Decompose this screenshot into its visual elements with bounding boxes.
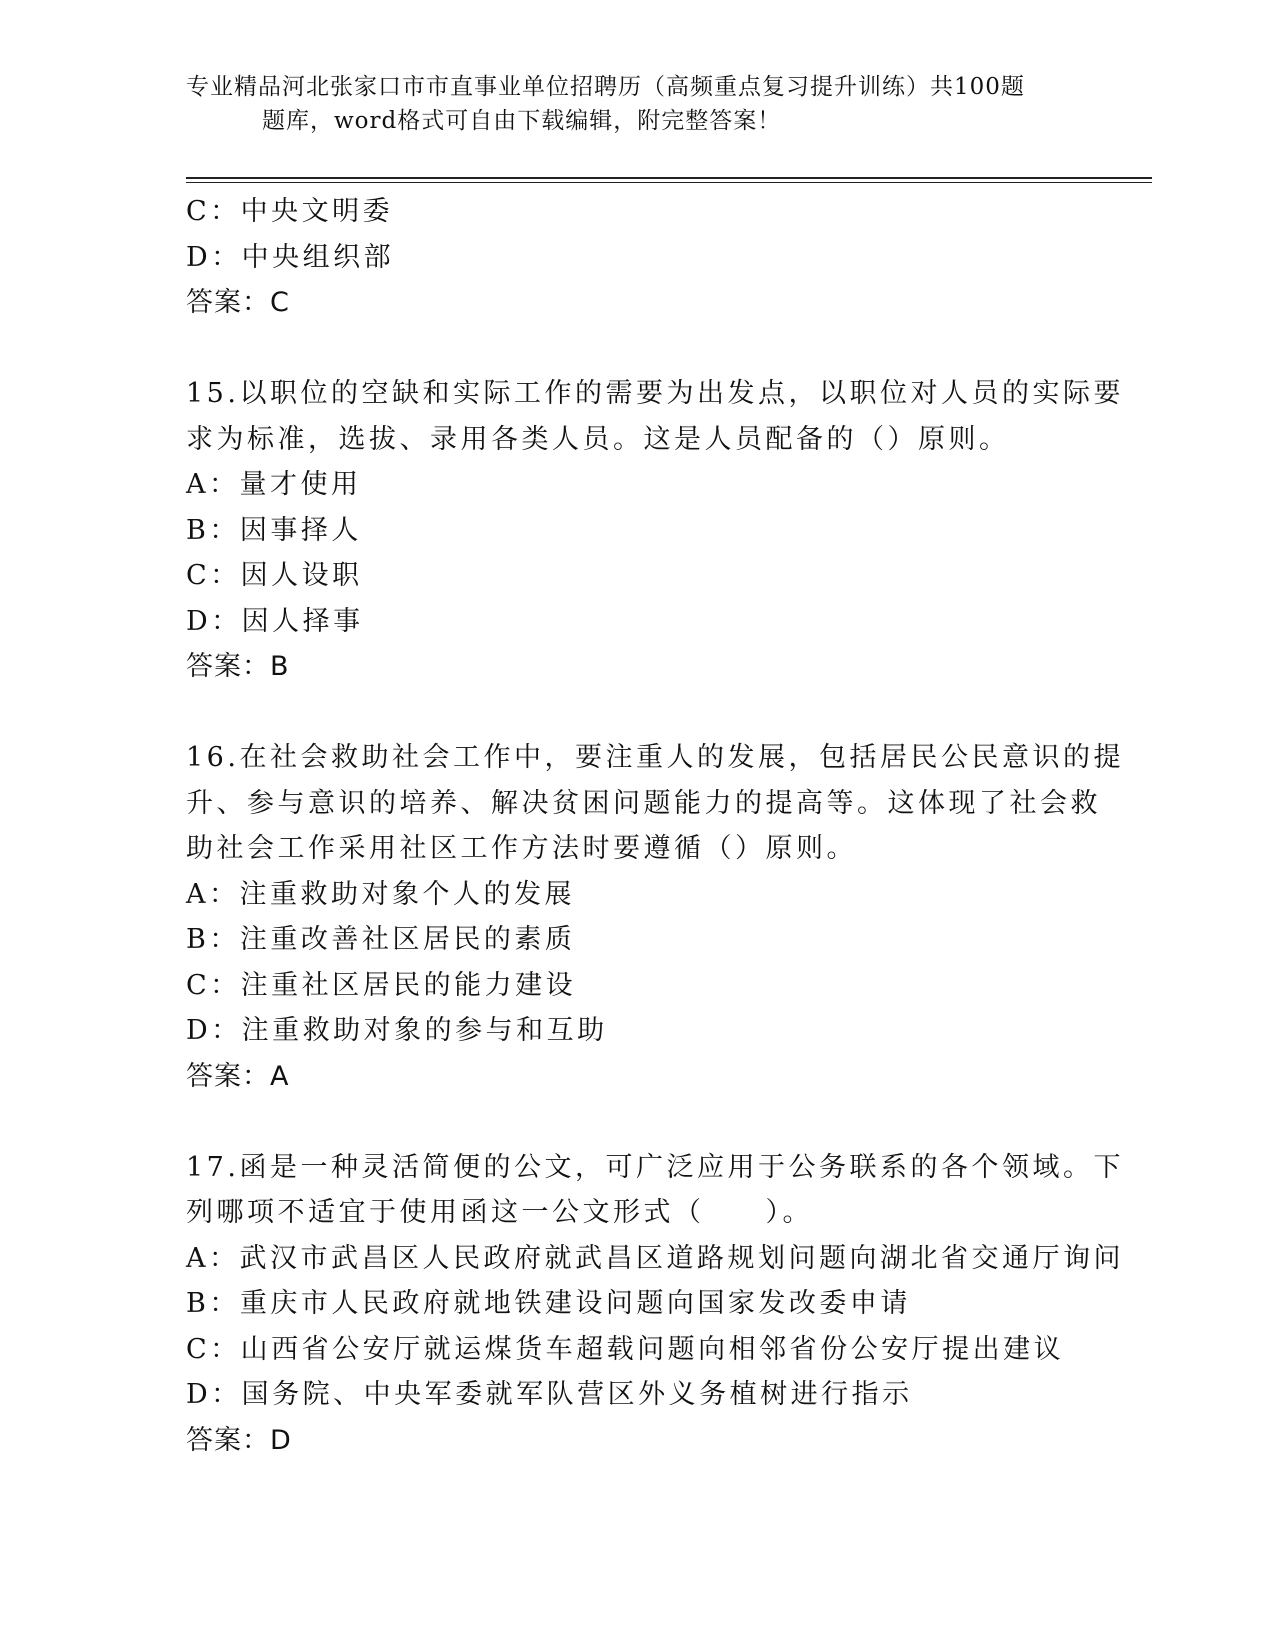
option-d: D：中央组织部: [186, 241, 395, 273]
option-c: C：中央文明委: [186, 196, 394, 227]
option-a: A：注重救助对象个人的发展: [186, 878, 575, 910]
question-16: [186, 735, 1124, 1099]
question-stem-line: 求为标准，选拔、录用各类人员。这是人员配备的（）原则。: [186, 423, 1010, 455]
question-17: [186, 1145, 1124, 1464]
option-c: C：因人设职: [186, 560, 363, 591]
option-b: B：重庆市人民政府就地铁建设问题向国家发改委申请: [186, 1288, 911, 1319]
option-c: C：注重社区居民的能力建设: [186, 969, 577, 1001]
header-divider-thin: [186, 182, 1152, 183]
question-stem-line: 15.以职位的空缺和实际工作的需要为出发点，以职位对人员的实际要: [186, 378, 1124, 409]
question-stem-line: 列哪项不适宜于使用函这一公文形式（ ）。: [186, 1197, 813, 1228]
question-stem-line: 17.函是一种灵活简便的公文，可广泛应用于公务联系的各个领域。下: [186, 1151, 1124, 1183]
answer-label: 答案：A: [186, 1060, 290, 1092]
option-b: B：注重改善社区居民的素质: [186, 924, 576, 955]
question-stem-line: 升、参与意识的培养、解决贫困问题能力的提高等。这体现了社会救: [186, 787, 1101, 819]
option-d: D：因人择事: [186, 605, 364, 637]
question-15: [186, 371, 1124, 690]
option-a: A：量才使用: [186, 469, 362, 500]
question-stem-line: 助社会工作采用社区工作方法时要遵循（）原则。: [186, 833, 857, 864]
spacer: [186, 1099, 1086, 1145]
option-b: B：因事择人: [186, 514, 362, 546]
question-stem-line: 16.在社会救助社会工作中，要注重人的发展，包括居民公民意识的提: [186, 742, 1124, 773]
option-d: D：注重救助对象的参与和互助: [186, 1015, 608, 1046]
document-header: [186, 70, 1066, 138]
question-continued: [186, 189, 1086, 326]
header-line-1: 专业精品河北张家口市市直事业单位招聘历（高频重点复习提升训练）共100题: [186, 74, 1025, 100]
answer-label: 答案：D: [186, 1424, 292, 1456]
header-line-2: 题库，word格式可自由下载编辑，附完整答案！: [262, 108, 782, 134]
question-list: [186, 189, 1124, 1463]
answer-label: 答案：B: [186, 651, 290, 682]
option-a: A：武汉市武昌区人民政府就武昌区道路规划问题向湖北省交通厅询问: [186, 1242, 1124, 1274]
header-divider-thick: [186, 177, 1152, 179]
spacer: [186, 326, 1086, 372]
option-c: C：山西省公安厅就运煤货车超载问题向相邻省份公安厅提出建议: [186, 1333, 1065, 1365]
spacer: [186, 690, 1086, 736]
option-d: D：国务院、中央军委就军队营区外义务植树进行指示: [186, 1379, 913, 1410]
answer-label: 答案：C: [186, 287, 290, 318]
